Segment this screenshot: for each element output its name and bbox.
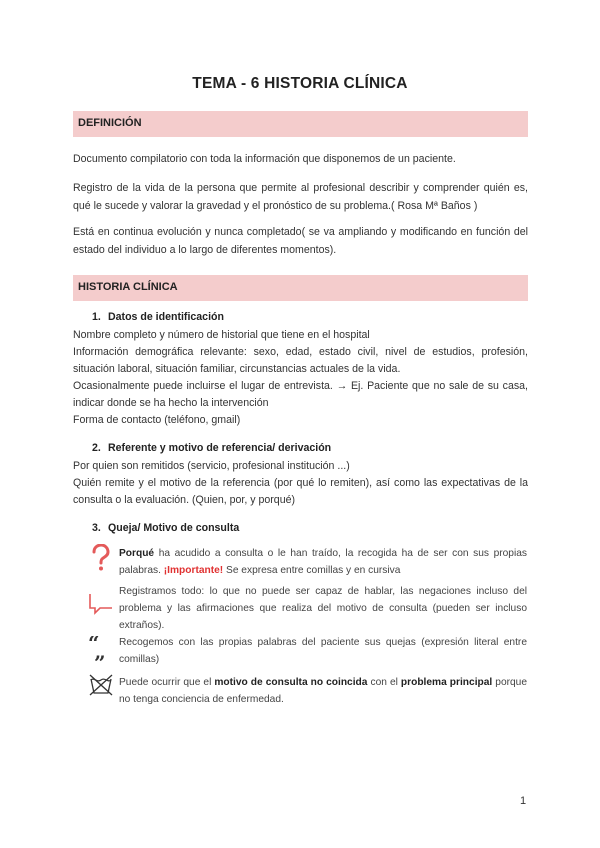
subsection-title-2: 2. Referente y motivo de referencia/ derivación — [92, 442, 332, 454]
svg-text:”: ” — [94, 651, 106, 664]
datos-line-1: Nombre completo y número de historial que tiene en el hospital — [73, 329, 370, 341]
section-heading-definicion — [73, 111, 528, 137]
queja-item-registramos: Registramos todo: lo que no puede ser capaz de hablar, las negaciones incluso del problema y las afirmaciones que realiza del motivo de consulta (pueden ser incluso extraños). — [119, 586, 527, 631]
no-wash-symbol-icon — [89, 673, 113, 701]
section-heading-historia — [73, 275, 528, 301]
queja-item-puede-ocurrir: Puede ocurrir que el motivo de consulta no coincida con el problema principal porque no tenga conciencia de enfermedad. — [119, 677, 528, 705]
definicion-paragraph-3: Está en continua evolución y nunca completado( se va ampliando y modificando en función del estado del individuo a lo largo de diferentes momentos). — [73, 226, 528, 256]
section-heading-text: DEFINICIÓN — [78, 117, 142, 129]
quotation-marks-icon — [88, 636, 112, 664]
page-number: 1 — [520, 795, 527, 807]
subsection-title-1: 1. Datos de identificación — [92, 311, 224, 323]
queja-item-porque: Porqué ha acudido a consulta o le han traído, la recogida ha de ser con sus propias palabras. ¡Importante! Se expresa entre comillas y en cursiva — [119, 548, 527, 576]
definicion-paragraph-2: Registro de la vida de la persona que permite al profesional describir y comprender quién es, qué le sucede y valorar la gravedad y el pronóstico de su problema.( Rosa Mª Baños ) — [73, 182, 528, 212]
referente-line-1: Por quien son remitidos (servicio, profesional institución ...) — [73, 460, 350, 472]
section-heading-text: HISTORIA CLÍNICA — [78, 281, 178, 293]
queja-item-recogemos: Recogemos con las propias palabras del paciente sus quejas (expresión literal entre comillas) — [119, 637, 527, 665]
datos-line-2: Información demográfica relevante: sexo, edad, estado civil, nivel de estudios, profesión, situación laboral, situación familiar, circunstancias actuales de la vida. — [73, 346, 528, 375]
datos-line-3: Ocasionalmente puede incluirse el lugar de entrevista. → Ej. Paciente que no sale de su casa, indicar donde se ha hecho la intervención — [73, 380, 528, 409]
speech-bubble-icon — [88, 588, 112, 616]
question-mark-icon — [88, 544, 112, 572]
referente-line-2: Quién remite y el motivo de la referencia (por qué lo remiten), así como las expectativas de la consulta o la evaluación. (Quien, por, y porqué) — [73, 477, 528, 506]
definicion-paragraph-1: Documento compilatorio con toda la información que disponemos de un paciente. — [73, 153, 456, 165]
datos-line-4: Forma de contacto (teléfono, gmail) — [73, 414, 241, 426]
svg-text:“: “ — [88, 636, 100, 655]
subsection-title-3: 3. Queja/ Motivo de consulta — [92, 522, 240, 534]
page-title: TEMA - 6 HISTORIA CLÍNICA — [192, 75, 408, 92]
